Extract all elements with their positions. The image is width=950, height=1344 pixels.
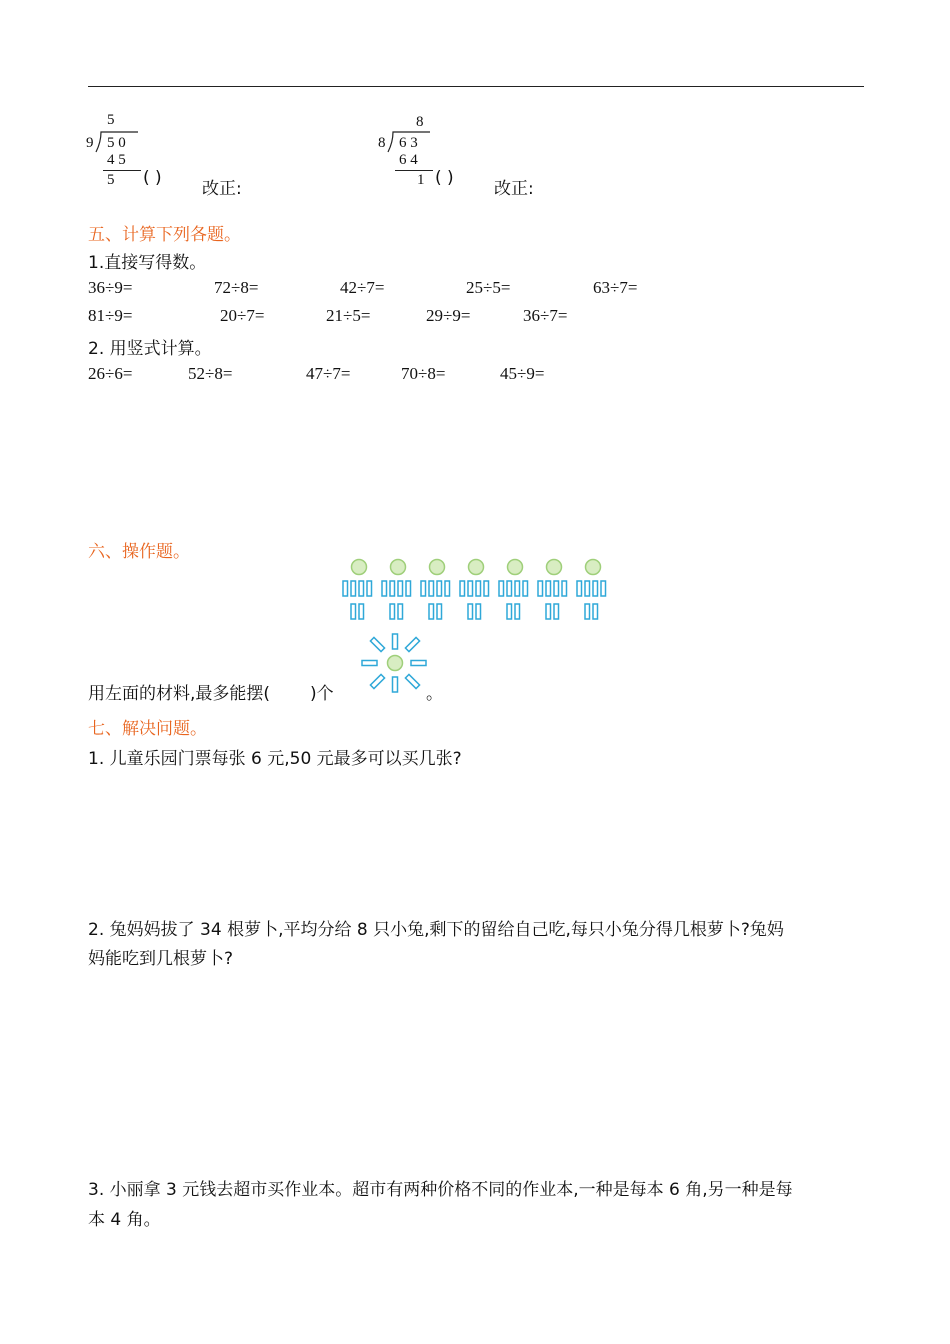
material-stick xyxy=(476,604,481,619)
equation: 29÷9= xyxy=(426,306,471,325)
material-group xyxy=(343,560,372,620)
material-stick xyxy=(554,604,559,619)
material-stick xyxy=(406,581,411,596)
material-group xyxy=(460,560,489,620)
ray-stick xyxy=(411,661,426,666)
material-stick xyxy=(429,604,434,619)
question-1: 1. 儿童乐园门票每张 6 元,50 元最多可以买几张? xyxy=(88,749,462,769)
sun-circle xyxy=(388,656,403,671)
material-stick xyxy=(499,581,504,596)
correction-label: 改正: xyxy=(494,179,534,199)
material-stick xyxy=(437,581,442,596)
material-circle xyxy=(586,560,601,575)
material-stick xyxy=(585,581,590,596)
question-3-line-2: 本 4 角。 xyxy=(88,1210,161,1230)
divisor: 8 xyxy=(378,135,386,151)
material-stick xyxy=(546,604,551,619)
material-stick xyxy=(601,581,606,596)
material-stick xyxy=(523,581,528,596)
material-stick xyxy=(593,581,598,596)
dividend: 6 3 xyxy=(399,135,418,151)
material-stick xyxy=(507,604,512,619)
material-group xyxy=(499,560,528,620)
material-stick xyxy=(398,581,403,596)
product: 6 4 xyxy=(399,152,418,168)
material-stick xyxy=(476,581,481,596)
material-stick xyxy=(398,604,403,619)
material-stick xyxy=(421,581,426,596)
section5-heading: 五、计算下列各题。 xyxy=(88,225,241,245)
material-stick xyxy=(515,581,520,596)
material-stick xyxy=(351,604,356,619)
dividend: 5 0 xyxy=(107,135,126,151)
equation: 21÷5= xyxy=(326,306,371,325)
material-stick xyxy=(390,581,395,596)
material-stick xyxy=(437,604,442,619)
materials-figure xyxy=(340,552,620,697)
material-stick xyxy=(554,581,559,596)
ray-stick xyxy=(393,634,398,649)
equation: 20÷7= xyxy=(220,306,265,325)
material-stick xyxy=(468,581,473,596)
material-stick xyxy=(546,581,551,596)
material-stick xyxy=(359,581,364,596)
material-stick xyxy=(577,581,582,596)
question-suffix: )个 xyxy=(310,684,334,704)
material-group xyxy=(577,560,606,620)
equation: 45÷9= xyxy=(500,364,545,383)
equation: 25÷5= xyxy=(466,278,511,297)
material-stick xyxy=(343,581,348,596)
material-stick xyxy=(593,604,598,619)
section7-heading: 七、解决问题。 xyxy=(88,719,207,739)
material-circle xyxy=(430,560,445,575)
quotient: 5 xyxy=(107,112,115,128)
question-3-line-1: 3. 小丽拿 3 元钱去超市买作业本。超市有两种价格不同的作业本,一种是每本 6 角,另一种是每 xyxy=(88,1180,793,1200)
material-stick xyxy=(351,581,356,596)
material-circle xyxy=(352,560,367,575)
equation: 52÷8= xyxy=(188,364,233,383)
subtraction-line xyxy=(395,170,433,171)
operation-question xyxy=(88,679,334,704)
material-stick xyxy=(585,604,590,619)
top-rule xyxy=(88,86,864,87)
question-2-line-1: 2. 兔妈妈拔了 34 根萝卜,平均分给 8 只小兔,剩下的留给自己吃,每只小兔分得几根萝卜?兔妈 xyxy=(88,920,784,940)
material-stick xyxy=(484,581,489,596)
ray-stick xyxy=(405,674,419,688)
answer-paren[interactable]: ( ) xyxy=(435,168,454,188)
material-group xyxy=(421,560,450,620)
product: 4 5 xyxy=(107,152,126,168)
equation: 36÷9= xyxy=(88,278,133,297)
material-group xyxy=(538,560,567,620)
subtraction-line xyxy=(103,170,141,171)
equation: 81÷9= xyxy=(88,306,133,325)
material-stick xyxy=(460,581,465,596)
remainder: 1 xyxy=(417,172,425,188)
material-stick xyxy=(562,581,567,596)
equation: 26÷6= xyxy=(88,364,133,383)
material-stick xyxy=(429,581,434,596)
material-stick xyxy=(390,604,395,619)
part1-title: 1.直接写得数。 xyxy=(88,253,207,273)
equation: 42÷7= xyxy=(340,278,385,297)
quotient: 8 xyxy=(416,114,424,130)
correction-label: 改正: xyxy=(202,179,242,199)
question-prefix: 用左面的材料,最多能摆( xyxy=(88,684,271,704)
material-circle xyxy=(469,560,484,575)
divisor: 9 xyxy=(86,135,94,151)
end-mark: 。 xyxy=(426,684,443,704)
material-circle xyxy=(547,560,562,575)
equation: 36÷7= xyxy=(523,306,568,325)
ray-stick xyxy=(370,674,384,688)
equation: 72÷8= xyxy=(214,278,259,297)
section6-heading: 六、操作题。 xyxy=(88,542,190,562)
material-group xyxy=(382,560,411,620)
ray-stick xyxy=(370,637,384,651)
question-2-line-2: 妈能吃到几根萝卜? xyxy=(88,949,234,969)
material-stick xyxy=(359,604,364,619)
material-circle xyxy=(508,560,523,575)
sun-example xyxy=(362,634,426,692)
material-stick xyxy=(507,581,512,596)
material-stick xyxy=(538,581,543,596)
remainder: 5 xyxy=(107,172,115,188)
ray-stick xyxy=(405,637,419,651)
equation: 70÷8= xyxy=(401,364,446,383)
material-stick xyxy=(468,604,473,619)
material-stick xyxy=(367,581,372,596)
equation: 63÷7= xyxy=(593,278,638,297)
material-stick xyxy=(445,581,450,596)
equation: 47÷7= xyxy=(306,364,351,383)
material-stick xyxy=(382,581,387,596)
part2-title: 2. 用竖式计算。 xyxy=(88,339,212,359)
material-stick xyxy=(515,604,520,619)
material-circle xyxy=(391,560,406,575)
answer-paren[interactable]: ( ) xyxy=(143,168,162,188)
ray-stick xyxy=(393,677,398,692)
ray-stick xyxy=(362,661,377,666)
